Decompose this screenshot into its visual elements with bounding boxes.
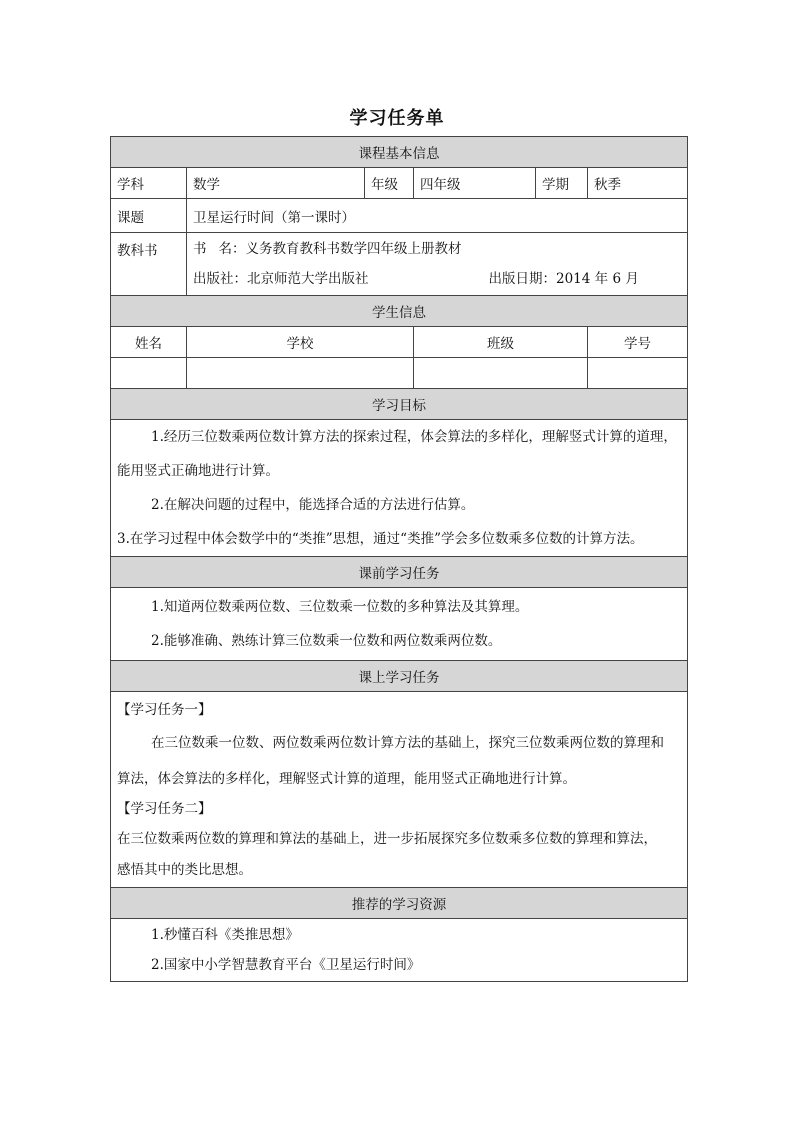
pre-task-item: 1.知道两位数乘两位数、三位数乘一位数的多种算法及其算理。: [151, 599, 529, 615]
student-id-cell[interactable]: [588, 358, 688, 389]
textbook-details: [187, 233, 688, 296]
section-goals: 学习目标: [111, 389, 688, 420]
section-resources: 推荐的学习资源: [111, 888, 688, 919]
book-name-line: [193, 234, 681, 264]
task-two-title: 【学习任务二】: [117, 800, 212, 817]
textbook-label: 教科书: [111, 233, 187, 296]
class-tasks-content: [111, 692, 688, 888]
subject-label: 学科: [111, 168, 187, 199]
pre-tasks-row: [111, 588, 688, 661]
topic-value: 卫星运行时间（第一课时）: [187, 199, 688, 233]
publisher-label: 出版社：: [193, 271, 247, 287]
course-info-header-row: [111, 137, 688, 168]
class-tasks-header-row: [111, 661, 688, 692]
topic-row: [111, 199, 688, 233]
student-school-cell[interactable]: [187, 358, 414, 389]
pre-tasks-content: [111, 588, 688, 661]
grade-value: 四年级: [414, 168, 536, 199]
publisher-line: [193, 264, 681, 294]
student-id-header: 学号: [588, 327, 688, 358]
resources-row: [111, 919, 688, 982]
resource-link-1[interactable]: 1.秒懂百科《类推思想》: [151, 927, 299, 943]
page-title: 学习任务单: [349, 108, 445, 129]
section-class-tasks: 课上学习任务: [111, 661, 688, 692]
resources-header-row: [111, 888, 688, 919]
pre-task-item: 2.能够准确、熟练计算三位数乘一位数和两位数乘两位数。: [151, 633, 502, 649]
course-basic-row: [111, 168, 688, 199]
task-two-line: 在三位数乘两位数的算理和算法的基础上，进一步拓展探究多位数乘多位数的算理和算法，: [117, 830, 657, 847]
student-class-header: 班级: [414, 327, 588, 358]
publish-date-label: 出版日期：: [488, 271, 556, 287]
goals-header-row: [111, 389, 688, 420]
student-values-row: [111, 358, 688, 389]
student-name-header: 姓名: [111, 327, 187, 358]
section-course-info: 课程基本信息: [111, 137, 688, 168]
student-class-cell[interactable]: [414, 358, 588, 389]
student-columns-row: [111, 327, 688, 358]
goal-item: 1.经历三位数乘两位数计算方法的探索过程，体会算法的多样化，理解竖式计算的道理，: [151, 429, 677, 445]
book-name-label: 书: [193, 241, 207, 257]
publisher-value: 北京师范大学出版社: [247, 271, 369, 287]
task-one-title: 【学习任务一】: [117, 701, 212, 718]
task-one-line: 算法，体会算法的多样化，理解竖式计算的道理，能用竖式正确地进行计算。: [117, 770, 576, 787]
class-tasks-row: [111, 692, 688, 888]
book-name-value: 义务教育教科书数学四年级上册教材: [245, 241, 462, 257]
task-one-line: 在三位数乘一位数、两位数乘两位数计算方法的基础上，探究三位数乘两位数的算理和: [151, 734, 664, 751]
topic-label: 课题: [111, 199, 187, 233]
student-info-header-row: [111, 296, 688, 327]
resources-content: [111, 919, 688, 982]
task-two-line: 感悟其中的类比思想。: [117, 861, 252, 878]
task-sheet-table: [110, 136, 688, 982]
grade-label: 年级: [365, 168, 414, 199]
term-value: 秋季: [588, 168, 688, 199]
pre-tasks-header-row: [111, 557, 688, 588]
term-label: 学期: [536, 168, 588, 199]
student-school-header: 学校: [187, 327, 414, 358]
goal-item: 能用竖式正确地进行计算。: [117, 463, 279, 479]
student-name-cell[interactable]: [111, 358, 187, 389]
textbook-row: [111, 233, 688, 296]
section-student-info: 学生信息: [111, 296, 688, 327]
section-pre-tasks: 课前学习任务: [111, 557, 688, 588]
goals-row: [111, 420, 688, 557]
publish-date-value: 2014 年 6 月: [556, 271, 639, 287]
subject-value: 数学: [187, 168, 365, 199]
resource-link-2[interactable]: 2.国家中小学智慧教育平台《卫星运行时间》: [151, 957, 421, 973]
goal-item: 3.在学习过程中体会数学中的“类推”思想，通过“类推”学会多位数乘多位数的计算方法。: [117, 531, 644, 547]
goals-content: [111, 420, 688, 557]
book-name-label-2: 名：: [218, 241, 246, 257]
goal-item: 2.在解决问题的过程中，能选择合适的方法进行估算。: [151, 497, 475, 513]
